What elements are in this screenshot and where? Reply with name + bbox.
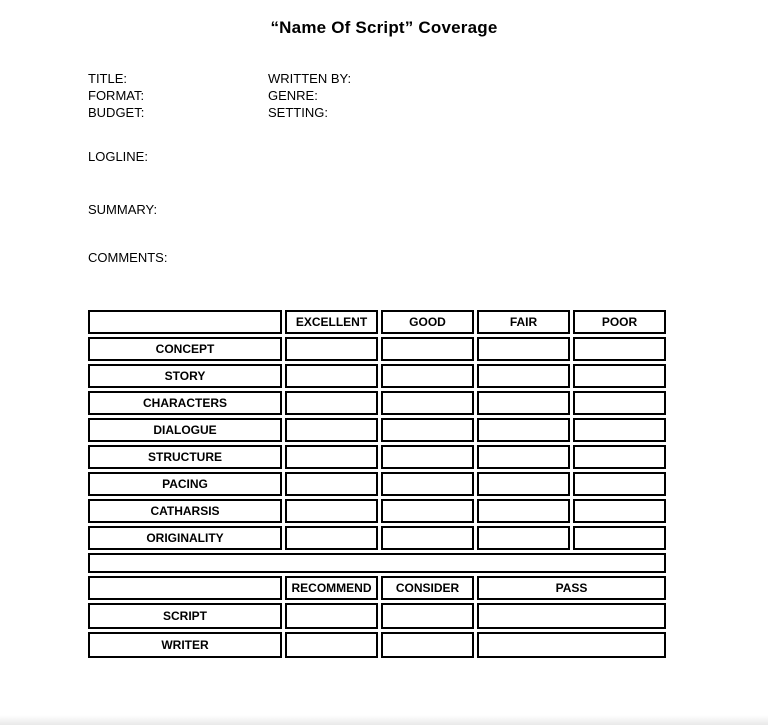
criteria-label: ORIGINALITY — [88, 526, 282, 550]
rating-cell[interactable] — [381, 499, 474, 523]
rating-header-corner-cell — [88, 310, 282, 334]
field-label-setting: SETTING: — [268, 105, 328, 120]
verdict-header-row — [88, 576, 666, 600]
criteria-label: STRUCTURE — [88, 445, 282, 469]
rating-cell[interactable] — [573, 472, 666, 496]
verdict-cell[interactable] — [285, 603, 378, 629]
criteria-label: CONCEPT — [88, 337, 282, 361]
rating-cell[interactable] — [381, 391, 474, 415]
meta-fields-left — [88, 70, 144, 121]
field-label-budget: BUDGET: — [88, 105, 145, 120]
verdict-header-cell-pass: PASS — [477, 576, 666, 600]
verdict-header-cell-recommend: RECOMMEND — [285, 576, 378, 600]
rating-cell[interactable] — [573, 391, 666, 415]
verdict-cell[interactable] — [477, 603, 666, 629]
criteria-label: STORY — [88, 364, 282, 388]
criteria-label: CHARACTERS — [88, 391, 282, 415]
section-label-summary: SUMMARY: — [88, 202, 158, 217]
rating-cell[interactable] — [285, 337, 378, 361]
rating-cell[interactable] — [477, 337, 570, 361]
rating-cell[interactable] — [381, 526, 474, 550]
spacer-cell — [88, 553, 666, 573]
rating-header-cell-fair: FAIR — [477, 310, 570, 334]
rating-cell[interactable] — [381, 472, 474, 496]
rating-cell[interactable] — [381, 337, 474, 361]
table-row-structure — [88, 445, 666, 469]
rating-cell[interactable] — [573, 337, 666, 361]
table-row-concept — [88, 337, 666, 361]
rating-cell[interactable] — [573, 418, 666, 442]
verdict-header-corner-cell — [88, 576, 282, 600]
rating-cell[interactable] — [477, 472, 570, 496]
rating-cell[interactable] — [477, 445, 570, 469]
table-row-pacing — [88, 472, 666, 496]
page-title: “Name Of Script” Coverage — [270, 18, 498, 37]
rating-cell[interactable] — [573, 499, 666, 523]
table-row-originality — [88, 526, 666, 550]
section-label-comments: COMMENTS: — [88, 250, 168, 265]
verdict-label: SCRIPT — [88, 603, 282, 629]
verdict-cell[interactable] — [285, 632, 378, 658]
field-label-genre: GENRE: — [268, 88, 318, 103]
criteria-label: DIALOGUE — [88, 418, 282, 442]
verdict-cell[interactable] — [381, 632, 474, 658]
rating-header-cell-poor: POOR — [573, 310, 666, 334]
field-label-written-by: WRITTEN BY: — [268, 71, 352, 86]
rating-cell[interactable] — [285, 445, 378, 469]
table-row-script — [88, 603, 666, 629]
rating-cell[interactable] — [285, 391, 378, 415]
rating-cell[interactable] — [285, 499, 378, 523]
rating-cell[interactable] — [477, 364, 570, 388]
rating-cell[interactable] — [285, 364, 378, 388]
verdict-label: WRITER — [88, 632, 282, 658]
table-row-story — [88, 364, 666, 388]
rating-cell[interactable] — [477, 391, 570, 415]
rating-header-cell-good: GOOD — [381, 310, 474, 334]
rating-cell[interactable] — [477, 526, 570, 550]
page-bottom-edge — [0, 715, 768, 725]
rating-header-cell-excellent: EXCELLENT — [285, 310, 378, 334]
rating-cell[interactable] — [381, 364, 474, 388]
spacer-row — [88, 553, 666, 573]
rating-header-row — [88, 310, 666, 334]
rating-cell[interactable] — [477, 499, 570, 523]
verdict-cell[interactable] — [381, 603, 474, 629]
meta-fields-right — [268, 70, 351, 121]
table-row-characters — [88, 391, 666, 415]
table-row-writer — [88, 632, 666, 658]
section-label-logline: LOGLINE: — [88, 149, 148, 164]
rating-cell[interactable] — [381, 445, 474, 469]
rating-cell[interactable] — [381, 418, 474, 442]
field-label-title: TITLE: — [88, 71, 128, 86]
rating-cell[interactable] — [573, 445, 666, 469]
criteria-label: CATHARSIS — [88, 499, 282, 523]
rating-cell[interactable] — [285, 472, 378, 496]
criteria-label: PACING — [88, 472, 282, 496]
rating-cell[interactable] — [477, 418, 570, 442]
coverage-table — [85, 307, 669, 661]
table-row-dialogue — [88, 418, 666, 442]
rating-cell[interactable] — [573, 364, 666, 388]
verdict-header-cell-consider: CONSIDER — [381, 576, 474, 600]
rating-cell[interactable] — [285, 526, 378, 550]
verdict-cell[interactable] — [477, 632, 666, 658]
rating-cell[interactable] — [285, 418, 378, 442]
field-label-format: FORMAT: — [88, 88, 145, 103]
rating-cell[interactable] — [573, 526, 666, 550]
table-row-catharsis — [88, 499, 666, 523]
